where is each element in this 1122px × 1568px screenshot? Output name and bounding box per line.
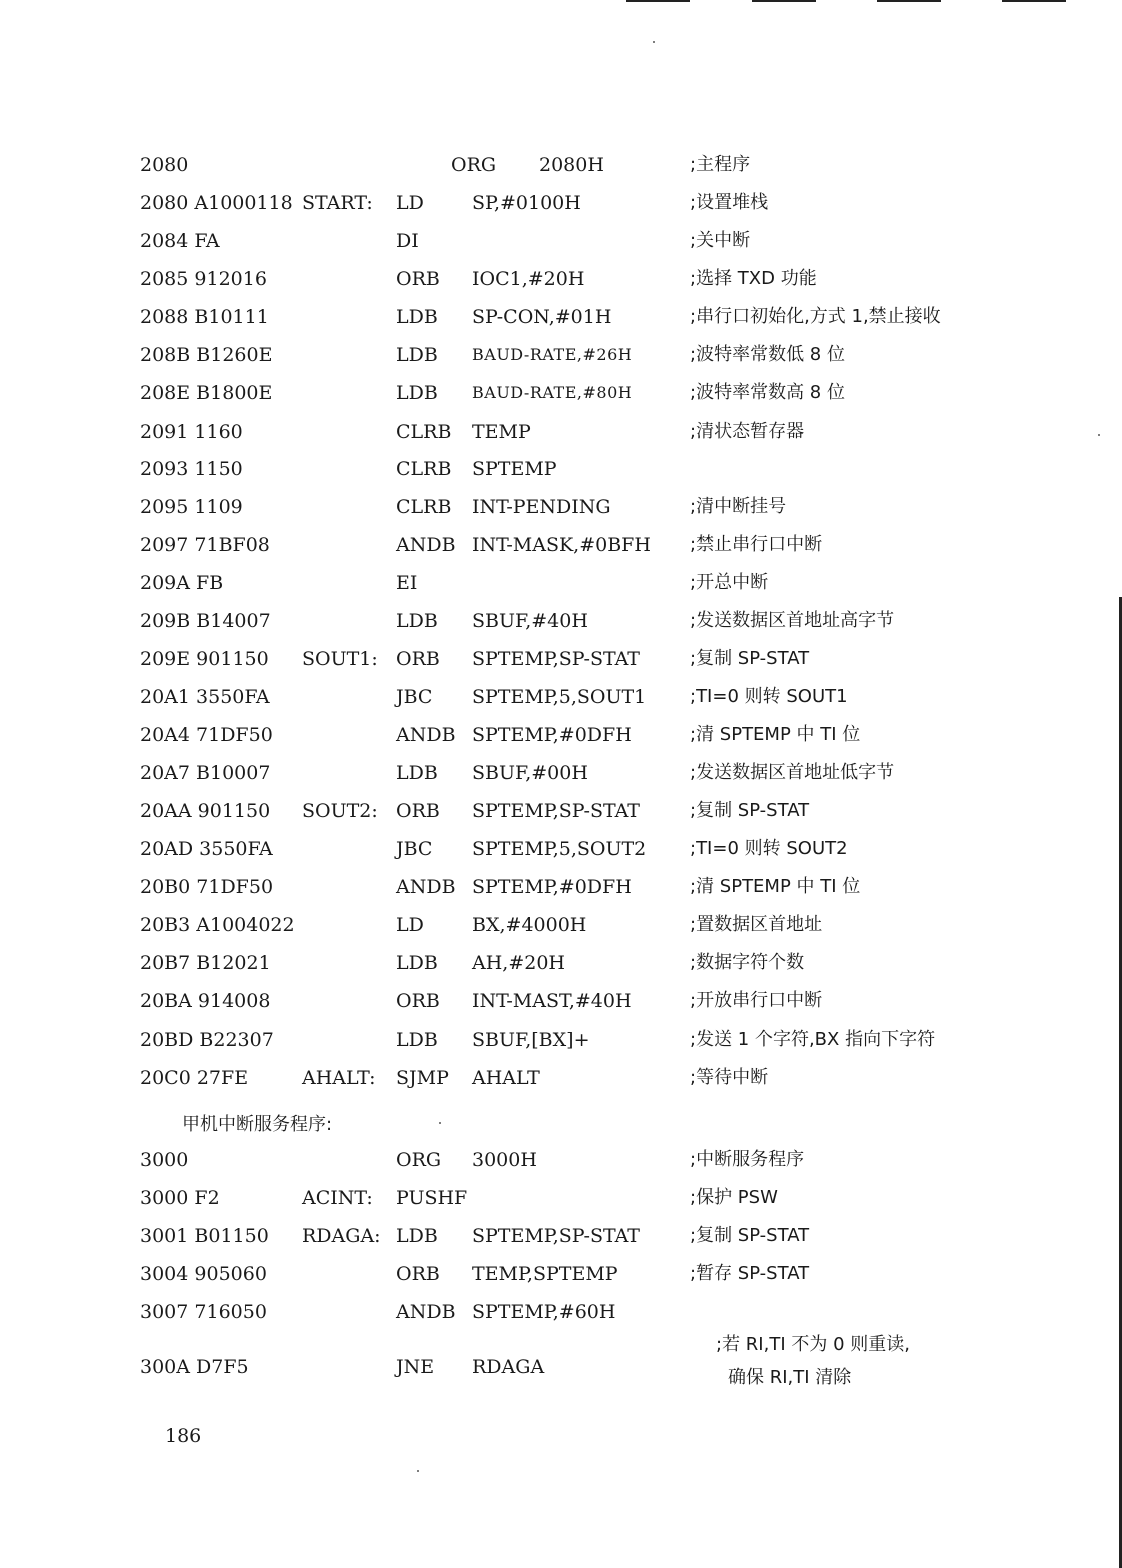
opcode: LDB [396, 762, 438, 784]
code-line [0, 989, 1122, 1025]
top-rule-1 [626, 0, 690, 2]
opcode: LDB [396, 306, 438, 328]
address-code: 2088 B10111 [140, 306, 269, 328]
code-line [0, 951, 1122, 987]
operand: BAUD-RATE,#26H [472, 345, 633, 364]
opcode: EI [396, 572, 418, 594]
comment: ;主程序 [690, 154, 751, 175]
page-number: 186 [165, 1425, 202, 1447]
address-code: 3004 905060 [140, 1263, 267, 1285]
code-line [0, 343, 1122, 379]
address-code: 20BA 914008 [140, 990, 271, 1012]
comment: ;复制 SP-STAT [690, 1225, 810, 1246]
code-line [0, 723, 1122, 759]
address-code: 2097 71BF08 [140, 534, 270, 556]
operand: SPTEMP,SP-STAT [472, 800, 640, 822]
comment: ;暂存 SP-STAT [690, 1263, 810, 1284]
top-rule-4 [1002, 0, 1066, 2]
label: SOUT2: [302, 800, 378, 822]
code-line [0, 305, 1122, 341]
code-line [0, 191, 1122, 227]
label: AHALT: [302, 1067, 376, 1089]
address-code: 20B7 B12021 [140, 952, 271, 974]
address-code: 2091 1160 [140, 421, 243, 443]
scan-speck [417, 1470, 419, 1472]
operand: 3000H [472, 1149, 537, 1171]
code-line [0, 609, 1122, 645]
address-code: 3001 B01150 [140, 1225, 269, 1247]
address-code: 20B3 A1004022 [140, 914, 295, 936]
scan-speck [653, 41, 655, 43]
opcode: ANDB [396, 724, 456, 746]
comment: ;清 SPTEMP 中 TI 位 [690, 724, 861, 745]
address-code: 20AA 901150 [140, 800, 271, 822]
code-line [0, 533, 1122, 569]
comment-continuation: 确保 RI,TI 清除 [728, 1367, 852, 1388]
operand: SPTEMP,SP-STAT [472, 648, 640, 670]
address-code: 209E 901150 [140, 648, 269, 670]
code-line [0, 1186, 1122, 1222]
comment: ;禁止串行口中断 [690, 534, 823, 555]
operand: SPTEMP [472, 458, 557, 480]
operand: SPTEMP,5,SOUT1 [472, 686, 647, 708]
opcode: ANDB [396, 1301, 456, 1323]
address-code: 2095 1109 [140, 496, 243, 518]
comment: ;若 RI,TI 不为 0 则重读, [716, 1334, 910, 1355]
code-line [0, 495, 1122, 531]
comment: ;中断服务程序 [690, 1149, 805, 1170]
opcode: CLRB [396, 421, 452, 443]
address-code: 2085 912016 [140, 268, 267, 290]
code-line [0, 875, 1122, 911]
code-line [0, 229, 1122, 265]
comment: ;清 SPTEMP 中 TI 位 [690, 876, 861, 897]
opcode: ORB [396, 648, 440, 670]
operand: 2080H [539, 154, 604, 176]
opcode: ORG [396, 1149, 442, 1171]
code-line [0, 761, 1122, 797]
code-line [0, 267, 1122, 303]
opcode: LDB [396, 382, 438, 404]
operand: SP,#0100H [472, 192, 581, 214]
opcode: JBC [396, 686, 433, 708]
operand: AHALT [472, 1067, 540, 1089]
opcode: DI [396, 230, 419, 252]
operand: SP-CON,#01H [472, 306, 612, 328]
operand: SPTEMP,#0DFH [472, 876, 632, 898]
operand: IOC1,#20H [472, 268, 585, 290]
opcode: LDB [396, 1225, 438, 1247]
opcode: LDB [396, 610, 438, 632]
code-line [0, 153, 1122, 189]
operand: TEMP [472, 421, 531, 443]
address-code: 20BD B22307 [140, 1029, 274, 1051]
opcode: LDB [396, 1029, 438, 1051]
scan-speck [439, 1122, 441, 1124]
code-line [0, 913, 1122, 949]
comment: ;关中断 [690, 230, 751, 251]
top-rule-3 [877, 0, 941, 2]
label: RDAGA: [302, 1225, 381, 1247]
comment: ;发送数据区首地址高字节 [690, 610, 895, 631]
code-line [0, 1148, 1122, 1184]
code-line [0, 1262, 1122, 1298]
code-line [0, 571, 1122, 607]
label: ACINT: [302, 1187, 373, 1209]
comment: ;选择 TXD 功能 [690, 268, 817, 289]
address-code: 209A FB [140, 572, 224, 594]
comment: ;TI=0 则转 SOUT2 [690, 838, 848, 859]
code-line [0, 647, 1122, 683]
opcode: LDB [396, 952, 438, 974]
code-line [0, 1028, 1122, 1064]
code-line [0, 1066, 1122, 1102]
operand: SBUF,[BX]+ [472, 1029, 590, 1051]
code-line [0, 837, 1122, 873]
comment: ;数据字符个数 [690, 952, 805, 973]
comment: ;复制 SP-STAT [690, 648, 810, 669]
address-code: 209B B14007 [140, 610, 271, 632]
opcode: SJMP [396, 1067, 449, 1089]
operand: SPTEMP,#0DFH [472, 724, 632, 746]
operand: SBUF,#40H [472, 610, 588, 632]
comment: ;复制 SP-STAT [690, 800, 810, 821]
section-heading: 甲机中断服务程序: [182, 1114, 333, 1135]
label: START: [302, 192, 373, 214]
top-rule-2 [752, 0, 816, 2]
operand: INT-MAST,#40H [472, 990, 632, 1012]
opcode: ANDB [396, 534, 456, 556]
comment: ;TI=0 则转 SOUT1 [690, 686, 848, 707]
address-code: 20C0 27FE [140, 1067, 249, 1089]
address-code: 2093 1150 [140, 458, 243, 480]
address-code: 20AD 3550FA [140, 838, 273, 860]
address-code: 300A D7F5 [140, 1356, 249, 1378]
code-line [0, 381, 1122, 417]
operand: RDAGA [472, 1356, 545, 1378]
comment: ;等待中断 [690, 1067, 769, 1088]
address-code: 2080 [140, 154, 189, 176]
comment: ;开总中断 [690, 572, 769, 593]
address-code: 20A1 3550FA [140, 686, 270, 708]
comment: ;保护 PSW [690, 1187, 778, 1208]
opcode: ORB [396, 1263, 440, 1285]
code-line [0, 420, 1122, 456]
comment: ;清中断挂号 [690, 496, 787, 517]
opcode: LD [396, 914, 424, 936]
code-line [0, 1300, 1122, 1336]
opcode: LDB [396, 344, 438, 366]
operand: SPTEMP,#60H [472, 1301, 616, 1323]
comment: ;波特率常数高 8 位 [690, 382, 845, 403]
comment: ;设置堆栈 [690, 192, 769, 213]
address-code: 3000 [140, 1149, 189, 1171]
address-code: 20B0 71DF50 [140, 876, 274, 898]
opcode: ORG [451, 154, 497, 176]
operand: SPTEMP,5,SOUT2 [472, 838, 647, 860]
address-code: 20A7 B10007 [140, 762, 271, 784]
address-code: 208E B1800E [140, 382, 273, 404]
comment: ;发送 1 个字符,BX 指向下字符 [690, 1029, 936, 1050]
comment: ;串行口初始化,方式 1,禁止接收 [690, 306, 941, 327]
code-line [0, 457, 1122, 493]
address-code: 208B B1260E [140, 344, 273, 366]
opcode: ANDB [396, 876, 456, 898]
operand: BAUD-RATE,#80H [472, 383, 633, 402]
operand: INT-MASK,#0BFH [472, 534, 651, 556]
operand: TEMP,SPTEMP [472, 1263, 618, 1285]
address-code: 3007 716050 [140, 1301, 267, 1323]
opcode: ORB [396, 990, 440, 1012]
code-line [0, 799, 1122, 835]
operand: BX,#4000H [472, 914, 587, 936]
code-line [0, 1224, 1122, 1260]
operand: INT-PENDING [472, 496, 611, 518]
operand: AH,#20H [472, 952, 565, 974]
code-line [0, 1334, 1122, 1391]
opcode: JBC [396, 838, 433, 860]
label: SOUT1: [302, 648, 378, 670]
opcode: LD [396, 192, 424, 214]
comment: ;置数据区首地址 [690, 914, 823, 935]
address-code: 2084 FA [140, 230, 220, 252]
opcode: ORB [396, 800, 440, 822]
operand: SBUF,#00H [472, 762, 588, 784]
code-line [0, 685, 1122, 721]
opcode: ORB [396, 268, 440, 290]
comment: ;波特率常数低 8 位 [690, 344, 845, 365]
operand: SPTEMP,SP-STAT [472, 1225, 640, 1247]
address-code: 20A4 71DF50 [140, 724, 273, 746]
opcode: PUSHF [396, 1187, 468, 1209]
opcode: CLRB [396, 458, 452, 480]
opcode: JNE [396, 1356, 435, 1378]
comment: ;开放串行口中断 [690, 990, 823, 1011]
comment: ;发送数据区首地址低字节 [690, 762, 895, 783]
opcode: CLRB [396, 496, 452, 518]
address-code: 3000 F2 [140, 1187, 220, 1209]
address-code: 2080 A1000118 [140, 192, 293, 214]
comment: ;清状态暂存器 [690, 421, 805, 442]
